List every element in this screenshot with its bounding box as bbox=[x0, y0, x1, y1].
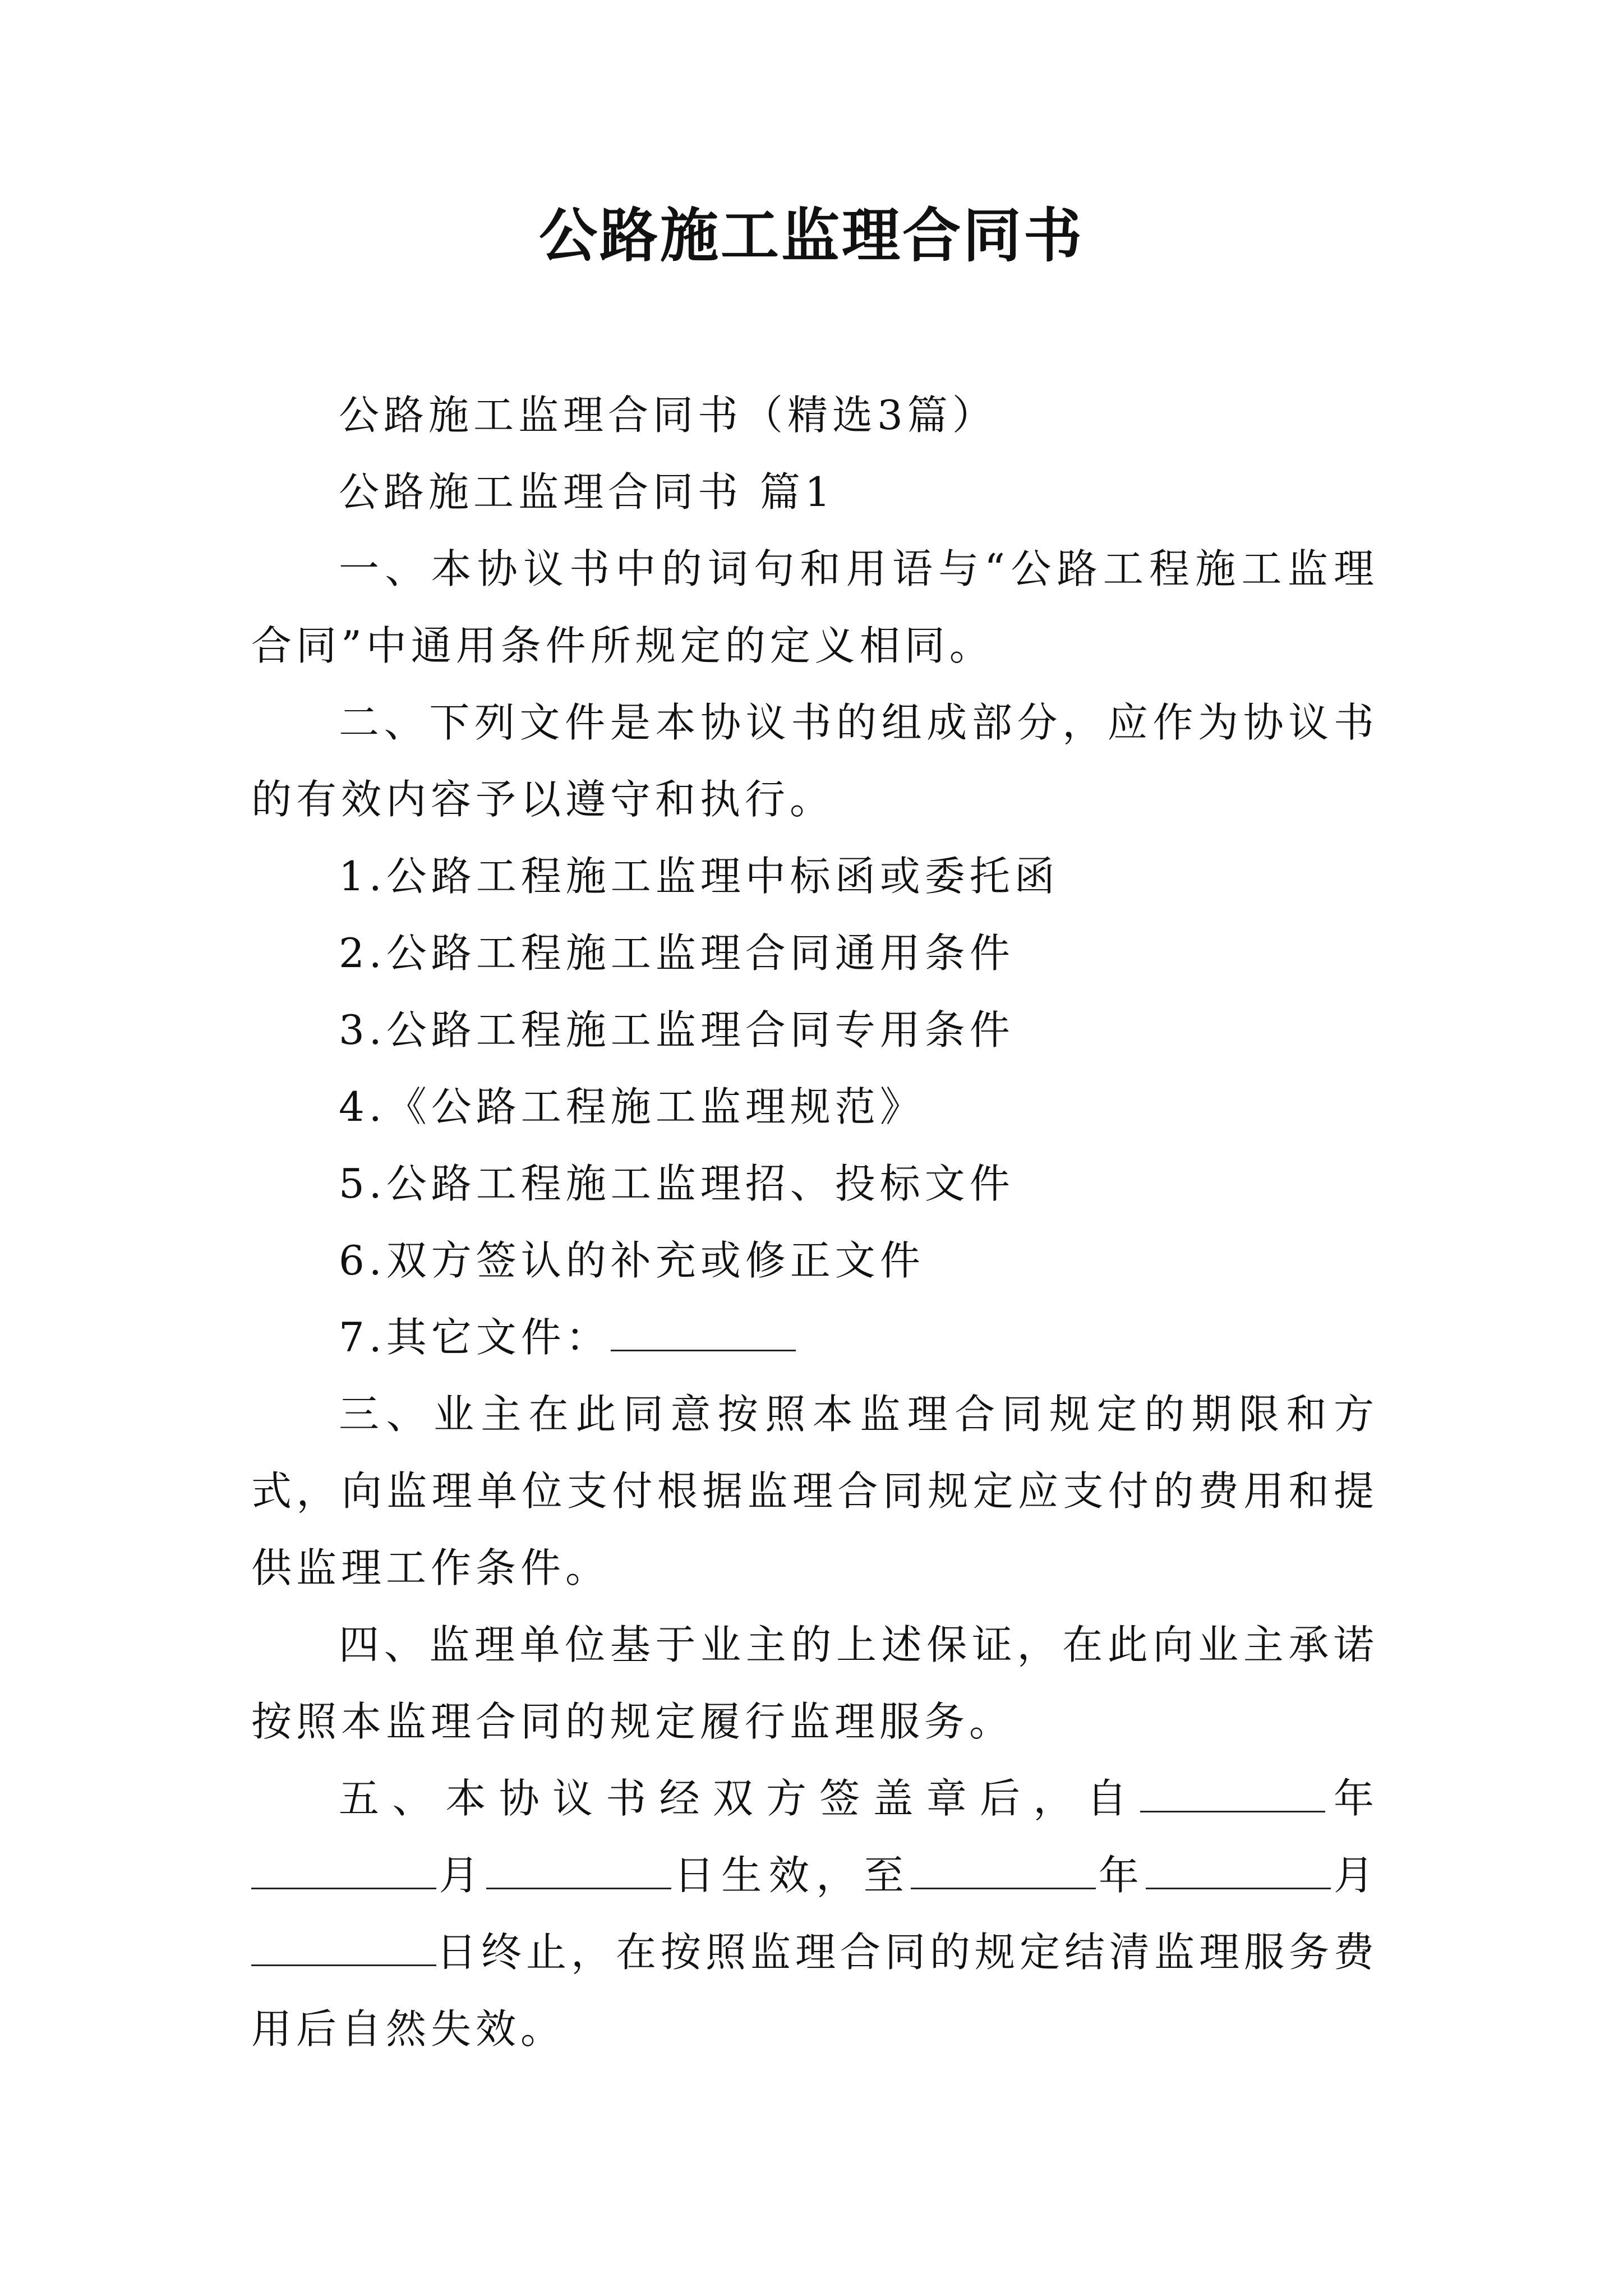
list-item: 4.《公路工程施工监理规范》 bbox=[339, 1083, 925, 1130]
start-month-blank bbox=[251, 1848, 436, 1889]
list-item-other-documents bbox=[251, 1299, 1378, 1376]
clause-1: 一、本协议书中的词句和用语与“公路工程施工监理合同”中通用条件所规定的定义相同。 bbox=[251, 545, 1378, 669]
list-item: 6.双方签认的补充或修正文件 bbox=[339, 1237, 925, 1284]
other-documents-blank bbox=[611, 1310, 796, 1351]
list-item: 5.公路工程施工监理招、投标文件 bbox=[339, 1160, 1015, 1207]
other-documents-label: 7.其它文件： bbox=[339, 1314, 611, 1361]
subtitle: 公路施工监理合同书（精选3篇） bbox=[339, 392, 997, 439]
clause-4: 四、监理单位基于业主的上述保证，在此向业主承诺按照本监理合同的规定履行监理服务。 bbox=[251, 1621, 1378, 1745]
clause-5: 五、本协议书经双方签盖章后，自 年月 日生效，至 年 月日终止，在按照监理合同的规定结清监理服务费用后自然失效。 bbox=[251, 1760, 1378, 2068]
list-item: 2.公路工程施工监理合同通用条件 bbox=[339, 930, 1015, 977]
list-item: 1.公路工程施工监理中标函或委托函 bbox=[339, 853, 1059, 900]
end-month-blank bbox=[1146, 1848, 1331, 1889]
start-day-blank bbox=[486, 1848, 671, 1889]
section-heading: 公路施工监理合同书 篇1 bbox=[339, 468, 835, 516]
clause-2: 二、下列文件是本协议书的组成部分，应作为协议书的有效内容予以遵守和执行。 bbox=[251, 699, 1378, 823]
document-title: 公路施工监理合同书 bbox=[538, 201, 1084, 270]
start-year-blank bbox=[1140, 1772, 1325, 1812]
list-item: 3.公路工程施工监理合同专用条件 bbox=[339, 1006, 1015, 1053]
document-body bbox=[251, 377, 1378, 2068]
clause-3: 三、业主在此同意按照本监理合同规定的期限和方式，向监理单位支付根据监理合同规定应支付的费用和提供监理工作条件。 bbox=[251, 1391, 1378, 1591]
end-year-blank bbox=[911, 1848, 1096, 1889]
end-day-blank bbox=[251, 1925, 436, 1966]
